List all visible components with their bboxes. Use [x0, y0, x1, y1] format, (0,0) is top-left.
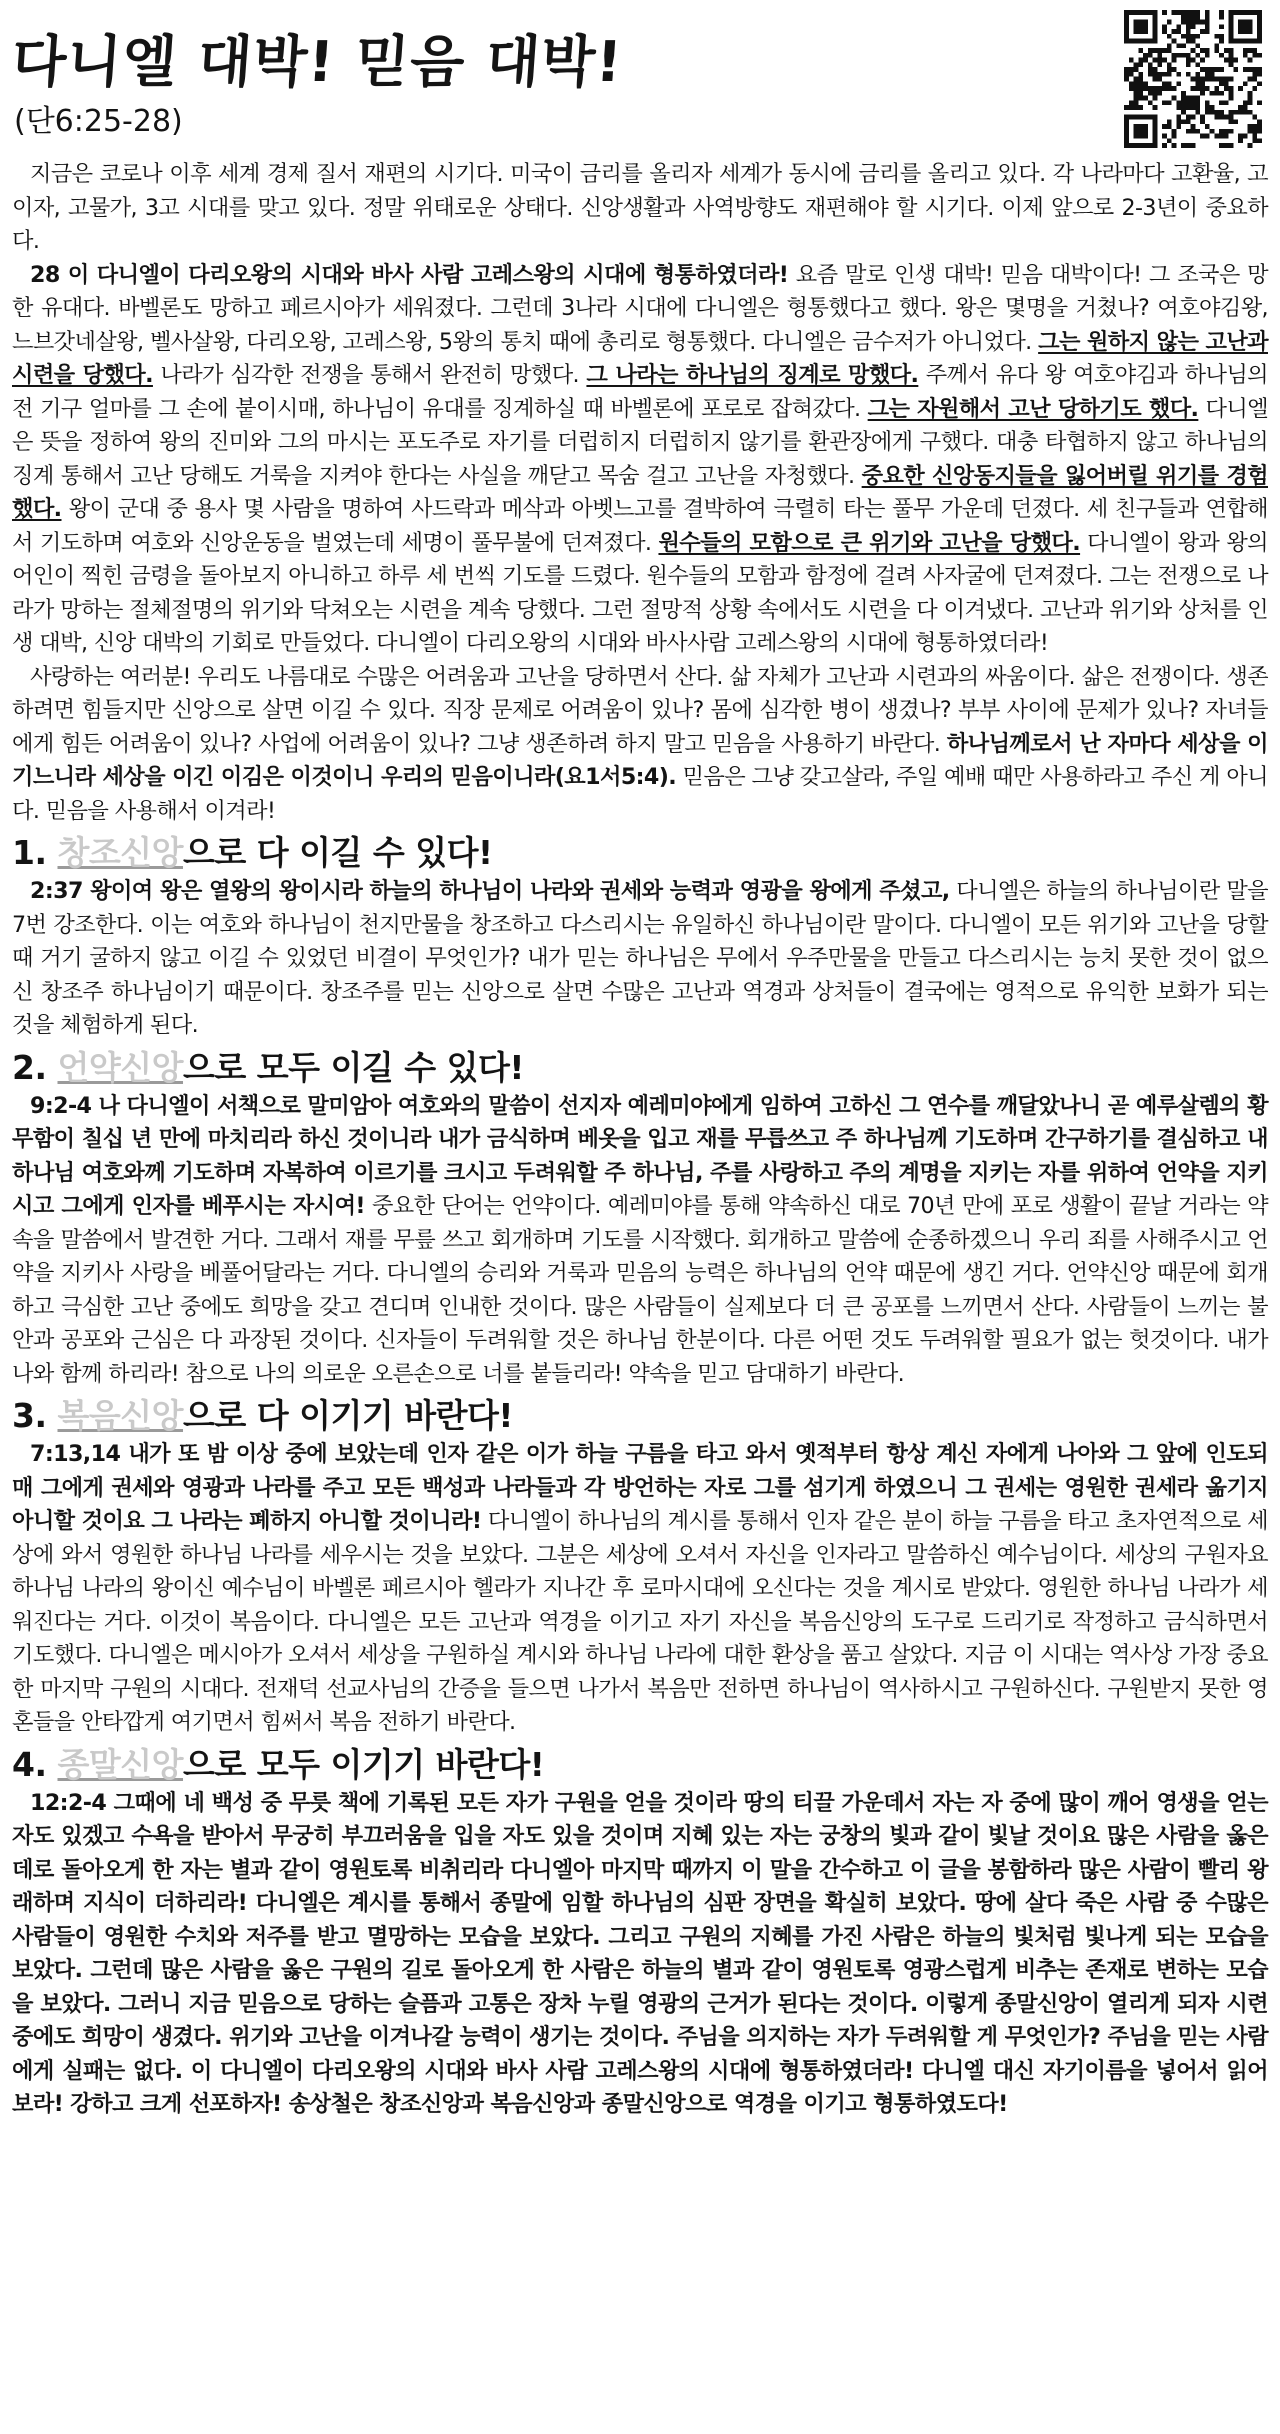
emphasis-underlined: 중요한 신앙동지들을 잃어버릴 위기를 경험했다. [12, 462, 1268, 522]
scripture-quote: 12:2-4 그때에 네 백성 중 무릇 책에 기록된 모든 자가 구원을 얻을 것이라 땅의 티끌 가운데서 자는 자 중에 많이 깨어 영생을 얻는 자도 있겠고 수욕을 받아서 무궁히 부끄러움을 입을 자도 있을 것이며 지혜 있는 자는 궁창의 빛과 같이 빛날 것이요 많은 사람을 옳은 데로 돌아오게 한 자는 별과 같이 영원토록 비취리라 다니엘아 마지막 때까지 이 말을 간수하고 이 글을 봉함하라 많은 사람이 빨리 왕래하며 지식이 더하리라! [12, 1789, 1268, 1916]
section-heading [12, 1743, 1268, 1787]
scripture-reference: (단6:25-28) [14, 104, 183, 139]
section-heading-text: 으로 모두 이기기 바란다! [183, 1744, 545, 1784]
sermon-content [12, 158, 1268, 2122]
paragraph-text: 다니엘은 하늘의 하나님이란 말을 7번 강조한다. 이는 여호와 하나님이 천지만물을 창조하고 다스리시는 유일하신 하나님이란 말이다. 다니엘이 모든 위기와 고난을 당할 때 거기 굴하지 않고 이길 수 있었던 비결이 무엇인가? 내가 믿는 하나님은 무에서 우주만물을 만들고 다스리시는 능치 못한 것이 없으신 창조주 하나님이기 때문이다. 창조주를 믿는 신앙으로 살면 수많은 고난과 역경과 상처들이 결국에는 영적으로 유익한 보화가 되는 것을 체험하게 된다. [12, 878, 1268, 1038]
section-heading [12, 1394, 1268, 1438]
paragraph-text: 다니엘이 왕과 왕의 어인이 찍힌 금령을 돌아보지 아니하고 하루 세 번씩 기도를 드렸다. 원수들의 모함과 함정에 걸려 사자굴에 던져졌다. 그는 전쟁으로 나라가 망하는 절체절명의 위기와 닥쳐오는 시련을 계속 당했다. 그런 절망적 상황 속에서도 시련을 다 이겨냈다. 고난과 위기와 상처를 인생 대박, 신앙 대박의 기회로 만들었다. 다니엘이 다리오왕의 시대와 바사사람 고레스왕의 시대에 형통하였더라! [12, 529, 1268, 656]
scripture-quote: 다니엘은 계시를 통해서 종말에 임할 하나님의 심판 장면을 확실히 보았다. 땅에 살다 죽은 사람 중 수많은 사람들이 영원한 수치와 저주를 받고 멸망하는 모습을 보았다. 그리고 구원의 지혜를 가진 사람은 하늘의 빛처럼 빛나게 되는 모습을 보았다. 그런데 많은 사람을 옳은 구원의 길로 돌아오게 한 사람은 하늘의 별과 같이 영원토록 영광스럽게 비추는 존재로 변하는 모습을 보았다. 그러니 지금 믿음으로 당하는 슬픔과 고통은 장차 누릴 영광의 근거가 된다는 것이다. 이렇게 종말신앙이 열리게 되자 시련 중에도 희망이 생겼다. 위기와 고난을 이겨나갈 능력이 생기는 것이다. 주님을 의지하는 자가 두려워할 게 무엇인가? 주님을 믿는 사람에게 실패는 없다. 이 다니엘이 다리오왕의 시대와 바사 사람 고레스왕의 시대에 형통하였더라! 다니엘 대신 자기이름을 넣어서 읽어보라! 강하고 크게 선포하자! 송상철은 창조신앙과 복음신앙과 종말신앙으로 역경을 이기고 형통하였도다! [12, 1890, 1268, 2117]
scripture-quote: 9:2-4 나 다니엘이 서책으로 말미암아 여호와의 말씀이 선지자 예레미야에게 임하여 고하신 그 연수를 깨달았나니 곧 예루살렘의 황무함이 칠십 년 만에 마치리라 하신 것이니라 내가 금식하며 베옷을 입고 재를 무릅쓰고 주 하나님께 기도하며 간구하기를 결심하고 내 하나님 여호와께 기도하며 자복하여 이르기를 크시고 두려워할 주 하나님, 주를 사랑하고 주의 계명을 지키는 자를 위하여 언약을 지키시고 그에게 인자를 베푸시는 자시여! [12, 1092, 1268, 1219]
section-1 [12, 831, 1268, 1043]
paragraph-text: 나라가 심각한 전쟁을 통해서 완전히 망했다. [152, 362, 587, 388]
section-number: 4. [12, 1744, 58, 1784]
section-3 [12, 1394, 1268, 1740]
scripture-quote: 2:37 왕이여 왕은 열왕의 왕이시라 하늘의 하나님이 나라와 권세와 능력과 영광을 왕에게 주셨고, [30, 878, 950, 904]
section-heading-text: 으로 다 이기기 바란다! [183, 1396, 513, 1435]
section-number: 2. [12, 1047, 58, 1087]
paragraph-text: 중요한 단어는 언약이다. 예레미야를 통해 약속하신 대로 70년 만에 포로 생활이 끝날 거라는 약속을 말씀에서 발견한 거다. 그래서 재를 무릎 쓰고 회개하며 기도를 시작했다. 회개하고 말씀에 순종하겠으니 우리 죄를 사해주시고 언약을 지키사 사랑을 베풀어달라는 거다. 다니엘의 승리와 거룩과 믿음의 능력은 하나님의 언약 때문에 생긴 거다. 언약신앙 때문에 회개하고 극심한 고난 중에도 희망을 갖고 견디며 인내한 것이다. 많은 사람들이 실제보다 더 큰 공포를 느끼면서 산다. 사람들이 느끼는 불안과 공포와 근심은 다 과장된 것이다. 신자들이 두려워할 것은 하나님 한분이다. 다른 어떤 것도 두려워할 필요가 없는 헛것이다. 내가 나와 함께 하리라! 참으로 나의 의로운 오른손으로 너를 붙들리라! 약속을 믿고 담대하기 바란다. [12, 1193, 1268, 1387]
intro-paragraph-2 [12, 259, 1268, 661]
scripture-quote: 7:13,14 내가 또 밤 이상 중에 보았는데 인자 같은 이가 하늘 구름을 타고 와서 옛적부터 항상 계신 자에게 나아와 그 앞에 인도되매 그에게 권세와 영광과 나라를 주고 모든 백성과 나라들과 각 방언하는 자로 그를 섬기게 하였으니 그 권세는 영원한 권세라 옮기지 아니할 것이요 그 나라는 폐하지 아니할 것이니라! [12, 1441, 1268, 1534]
section-heading-text: 으로 다 이길 수 있다! [183, 833, 493, 872]
scripture-quote: 하나님께로서 난 자마다 세상을 이기느니라 세상을 이긴 이김은 이것이니 우리의 믿음이니라(요1서5:4). [12, 730, 1268, 790]
section-body [12, 875, 1268, 1043]
section-keyword: 언약신앙 [57, 1047, 184, 1087]
section-keyword: 종말신앙 [57, 1744, 184, 1784]
section-body [12, 1090, 1268, 1392]
paragraph-text: 요즘 말로 인생 대박! 믿음 대박이다! 그 조국은 망한 유대다. 바벨론도 망하고 페르시아가 세워졌다. 그런데 3나라 시대에 다니엘은 형통했다고 했다. 왕은 몇명을 거쳤나? 여호야김왕, 느브갓네살왕, 벨사살왕, 다리오왕, 고레스왕, 5왕의 통치 때에 총리로 형통했다. 다니엘은 금수저가 아니었다. [12, 261, 1268, 355]
page-title: 다니엘 대박! 믿음 대박! [9, 30, 625, 95]
qr-code-icon[interactable] [1124, 10, 1262, 148]
section-keyword: 창조신앙 [57, 833, 184, 872]
section-number: 3. [12, 1396, 58, 1435]
emphasis-underlined: 그는 자원해서 고난 당하기도 했다. [867, 395, 1199, 422]
section-heading [12, 831, 1268, 875]
section-4 [12, 1743, 1268, 2122]
scripture-quote: 28 이 다니엘이 다리오왕의 시대와 바사 사람 고레스왕의 시대에 형통하였더라! [30, 261, 789, 288]
emphasis-underlined: 그 나라는 하나님의 징계로 망했다. [586, 362, 919, 388]
section-heading [12, 1046, 1268, 1090]
intro-paragraph-3 [12, 661, 1268, 829]
section-heading-text: 으로 모두 이길 수 있다! [183, 1047, 524, 1087]
section-body [12, 1787, 1268, 2122]
paragraph-text: 왕이 군대 중 용사 몇 사람을 명하여 사드락과 메삭과 아벳느고를 결박하여 극렬히 타는 풀무 가운데 던졌다. 세 친구들과 연합해서 기도하며 여호와 신앙운동을 벌였는데 세명이 풀무불에 던져졌다. [12, 496, 1268, 556]
section-2 [12, 1046, 1268, 1392]
section-body [12, 1438, 1268, 1740]
section-number: 1. [12, 833, 58, 872]
emphasis-underlined: 원수들의 모함으로 큰 위기와 고난을 당했다. [658, 529, 1081, 556]
paragraph-text: 다니엘이 하나님의 계시를 통해서 인자 같은 분이 하늘 구름을 타고 초자연적으로 세상에 와서 영원한 하나님 나라를 세우시는 것을 보았다. 그분은 세상에 오셔서 자신을 인자라고 말씀하신 예수님이다. 세상의 구원자요 하나님 나라의 왕이신 예수님이 바벨론 페르시아 헬라가 지나간 후 로마시대에 오신다는 것을 계시로 받았다. 영원한 하나님 나라가 세워진다는 거다. 이것이 복음이다. 다니엘은 모든 고난과 역경을 이기고 자기 자신을 복음신앙의 도구로 드리기로 작정하고 금식하면서 기도했다. 다니엘은 메시아가 오셔서 세상을 구원하실 계시와 하나님 나라에 대한 환상을 품고 살았다. 지금 이 시대는 역사상 가장 중요한 마지막 구원의 시대다. 전재덕 선교사님의 간증을 들으면 나가서 복음만 전하면 하나님이 역사하시고 구원하신다. 구원받지 못한 영혼들을 안타깝게 여기면서 힘써서 복음 전하기 바란다. [12, 1508, 1268, 1735]
paragraph-text: 사랑하는 여러분! 우리도 나름대로 수많은 어려움과 고난을 당하면서 산다. 삶 자체가 고난과 시련과의 싸움이다. 삶은 전쟁이다. 생존하려면 힘들지만 신앙으로 살면 이길 수 있다. 직장 문제로 어려움이 있나? 몸에 심각한 병이 생겼나? 부부 사이에 문제가 있나? 자녀들에게 힘든 어려움이 있나? 사업에 어려움이 있나? 그냥 생존하려 하지 말고 믿음을 사용하기 바란다. [12, 663, 1268, 757]
intro-paragraph-1: 지금은 코로나 이후 세계 경제 질서 재편의 시기다. 미국이 금리를 올리자 세계가 동시에 금리를 올리고 있다. 각 나라마다 고환율, 고이자, 고물가, 3고 시대를 맞고 있다. 정말 위태로운 상태다. 신앙생활과 사역방향도 재편해야 할 시기다. 이제 앞으로 2-3년이 중요하다. [12, 161, 1268, 254]
paragraph-text: 믿음은 그냥 갖고살라, 주일 예배 때만 사용하라고 주신 게 아니다. 믿음을 사용해서 이겨라! [12, 764, 1268, 824]
section-keyword: 복음신앙 [57, 1396, 184, 1435]
emphasis-underlined: 그는 원하지 않는 고난과 시련을 당했다. [12, 328, 1268, 388]
paragraph-text: 주께서 유다 왕 여호야김과 하나님의 전 기구 얼마를 그 손에 붙이시매, 하나님이 유대를 징계하실 때 바벨론에 포로로 잡혀갔다. [12, 362, 1269, 422]
paragraph-text: 다니엘은 뜻을 정하여 왕의 진미와 그의 마시는 포도주로 자기를 더럽히지 더럽히지 않기를 환관장에게 구했다. 대충 타협하지 않고 하나님의 징계 통해서 고난 당해도 거룩을 지켜야 한다는 사실을 깨닫고 목숨 걸고 고난을 자청했다. [12, 395, 1268, 489]
